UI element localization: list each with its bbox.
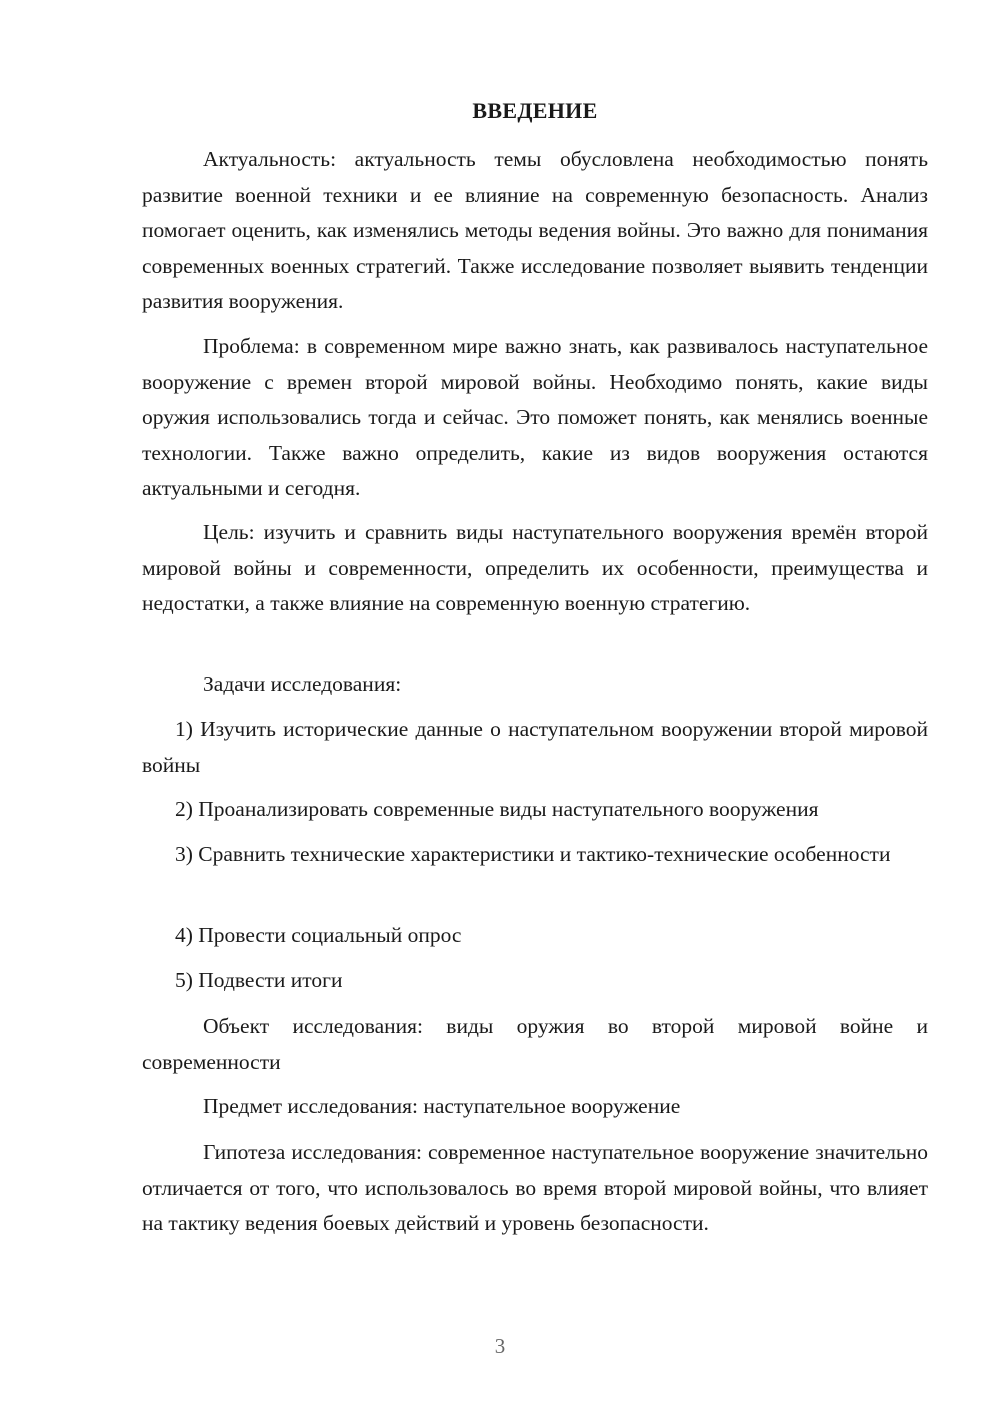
- task-item-1: 1) Изучить исторические данные о наступательном вооружении второй мировой войны: [142, 717, 928, 777]
- tasks-heading: Задачи исследования:: [203, 672, 402, 696]
- hypothesis-paragraph: Гипотеза исследования: современное наступательное вооружение значительно отличается от того, что использовалось во время второй мировой войны, что влияет на тактику ведения боевых действий и уровень безопасности.: [142, 1140, 928, 1235]
- relevance-paragraph: Актуальность: актуальность темы обусловлена необходимостью понять развитие военной техники и ее влияние на современную безопасность. Анализ помогает оценить, как изменялись методы ведения войны. Это важно для понимания современных военных стратегий. Также исследование позволяет выявить тенденции развития вооружения.: [142, 147, 928, 313]
- task-item-4: 4) Провести социальный опрос: [175, 923, 462, 947]
- task-item-5: 5) Подвести итоги: [175, 968, 343, 992]
- object-paragraph: Объект исследования: виды оружия во второй мировой войне и современности: [142, 1014, 928, 1074]
- task-item-2: 2) Проанализировать современные виды наступательного вооружения: [175, 797, 819, 821]
- page-number: 3: [494, 1334, 506, 1358]
- page-title: ВВЕДЕНИЕ: [472, 98, 598, 123]
- subject-paragraph: Предмет исследования: наступательное вооружение: [203, 1094, 681, 1118]
- task-item-3: 3) Сравнить технические характеристики и тактико-технические особенности: [175, 842, 891, 866]
- problem-paragraph: Проблема: в современном мире важно знать, как развивалось наступательное вооружение с времен второй мировой войны. Необходимо понять, какие виды оружия использовались тогда и сейчас. Это поможет понять, как менялись военные технологии. Также важно определить, какие из видов вооружения остаются актуальными и сегодня.: [142, 334, 928, 500]
- goal-paragraph: Цель: изучить и сравнить виды наступательного вооружения времён второй мировой войны и современности, определить их особенности, преимущества и недостатки, а также влияние на современную военную стратегию.: [142, 520, 928, 615]
